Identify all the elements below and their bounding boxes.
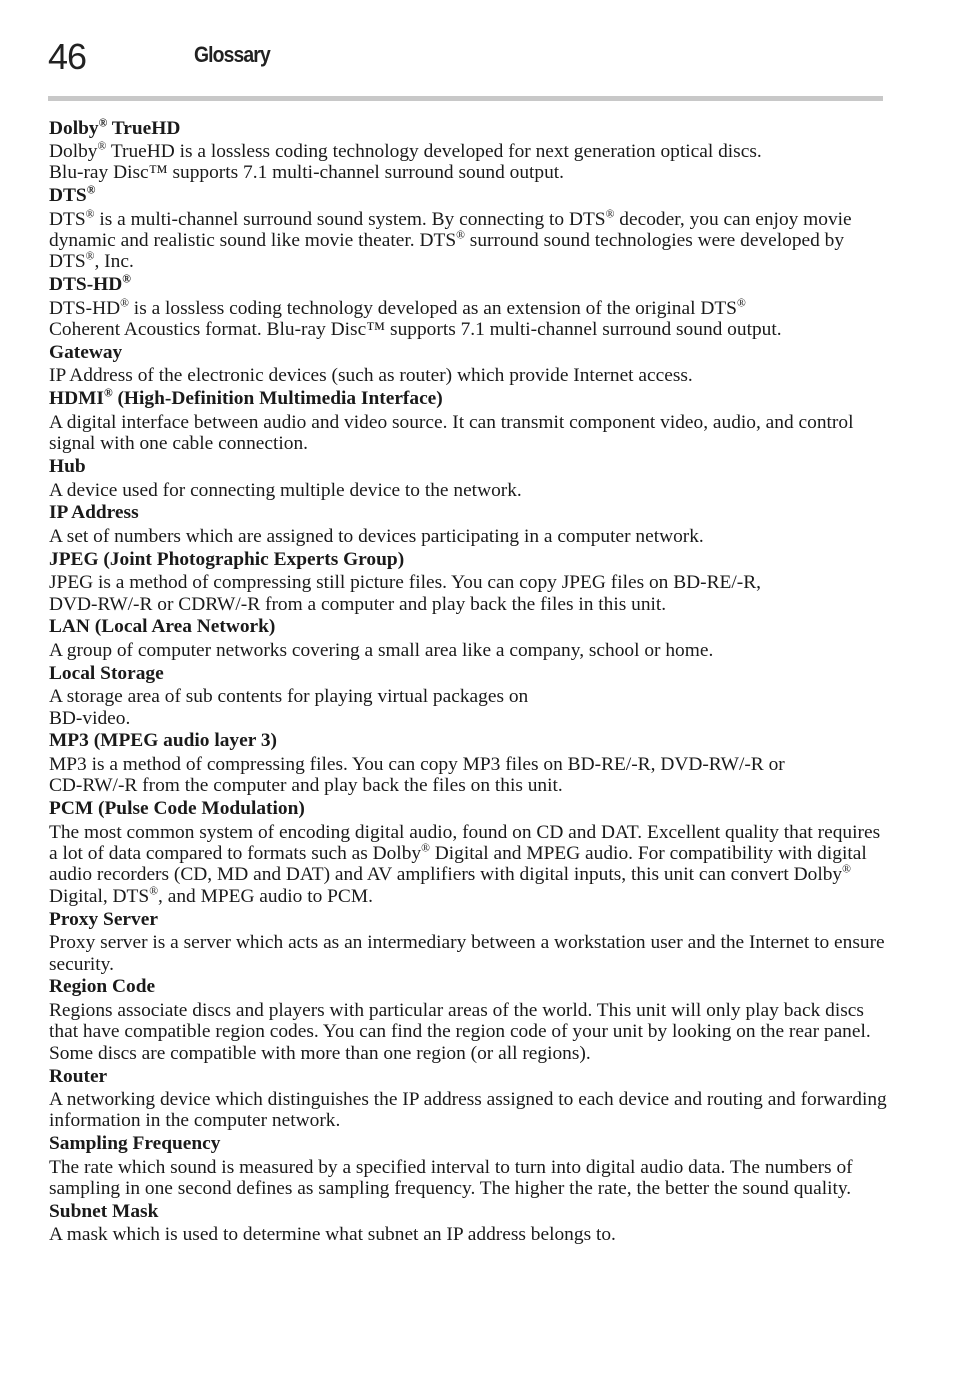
- glossary-definition: DTS-HD® is a lossless coding technology developed as an extension of the original DTS® Coherent Acoustics format. Blu-ray Disc™ supports 7.1 multi-channel surround sound output.: [49, 296, 782, 341]
- glossary-definition: IP Address of the electronic devices (such as router) which provide Internet access.: [49, 365, 693, 387]
- glossary-term: DTS®: [49, 183, 96, 207]
- glossary-definition: A mask which is used to determine what subnet an IP address belongs to.: [49, 1224, 616, 1246]
- glossary-entry: [49, 273, 889, 341]
- glossary-term: Subnet Mask: [49, 1201, 159, 1222]
- glossary-term: DTS-HD®: [49, 272, 131, 296]
- glossary-definition: JPEG is a method of compressing still picture files. You can copy JPEG files on BD-RE/-R, DVD-RW/-R or CDRW/-R from a computer and play back the files in this unit.: [49, 572, 762, 615]
- glossary-term: Local Storage: [49, 662, 164, 684]
- glossary-entry: [49, 455, 889, 501]
- glossary-definition: A set of numbers which are assigned to devices participating in a computer network.: [49, 525, 704, 547]
- glossary-term: IP Address: [49, 502, 139, 524]
- glossary-entry: [49, 341, 889, 387]
- glossary-term: Router: [49, 1065, 108, 1087]
- glossary-definition: A storage area of sub contents for playing virtual packages on BD-video.: [49, 686, 529, 729]
- glossary-term: LAN (Local Area Network): [49, 616, 276, 638]
- header-rule: [48, 96, 883, 101]
- section-title: Glossary: [194, 42, 270, 67]
- glossary-entry: [49, 116, 889, 184]
- glossary-entry: [49, 547, 889, 615]
- glossary-entry: [49, 1132, 889, 1200]
- glossary-entry: [49, 1064, 889, 1132]
- glossary-term: Sampling Frequency: [49, 1133, 221, 1155]
- glossary-definition: MP3 is a method of compressing files. You can copy MP3 files on BD-RE/-R, DVD-RW/-R or CD-RW/-R from the computer and play back the files on this unit.: [49, 753, 785, 797]
- glossary-entry: [49, 387, 889, 455]
- glossary-definition: A group of computer networks covering a small area like a company, school or home.: [49, 639, 714, 661]
- glossary-definition: The rate which sound is measured by a specified interval to turn into digital audio data. The numbers of sampling in one second defines as sampling frequency. The higher the rate, the better the sound quality.: [49, 1156, 853, 1200]
- glossary-entry: [49, 797, 889, 908]
- glossary-term: HDMI® (High-Definition Multimedia Interface): [49, 386, 443, 410]
- glossary-term: PCM (Pulse Code Modulation): [49, 798, 305, 820]
- glossary-term: Hub: [49, 456, 86, 478]
- glossary-list: [49, 116, 889, 1246]
- glossary-term: Region Code: [49, 976, 156, 998]
- glossary-term: JPEG (Joint Photographic Experts Group): [49, 548, 405, 570]
- glossary-term: Proxy Server: [49, 908, 158, 930]
- glossary-definition: A device used for connecting multiple device to the network.: [49, 479, 522, 501]
- glossary-definition: Dolby® TrueHD is a lossless coding technology developed for next generation optical discs. Blu-ray Disc™ supports 7.1 multi-channel surround sound output.: [49, 139, 762, 184]
- glossary-term: MP3 (MPEG audio layer 3): [49, 730, 277, 752]
- glossary-entry: [49, 729, 889, 797]
- glossary-entry: [49, 184, 889, 273]
- glossary-entry: [49, 907, 889, 975]
- glossary-definition: DTS® is a multi-channel surround sound system. By connecting to DTS® decoder, you can enjoy movie dynamic and realistic sound like movie theater. DTS® surround sound technologies were developed by DTS®, Inc.: [49, 207, 852, 273]
- glossary-entry: [49, 661, 889, 729]
- glossary-definition: The most common system of encoding digital audio, found on CD and DAT. Excellent quality that requires a lot of data compared to formats such as Dolby® Digital and MPEG audio. For compatibility with digital audio recorders (CD, MD and DAT) and AV amplifiers with digital inputs, this unit can convert Dolby® Digital, DTS®, and MPEG audio to PCM.: [49, 821, 881, 907]
- glossary-entry: [49, 1200, 889, 1246]
- glossary-definition: Proxy server is a server which acts as an intermediary between a workstation user and the Internet to ensure security.: [49, 932, 885, 975]
- glossary-definition: Regions associate discs and players with particular areas of the world. This unit will only play back discs that have compatible region codes. You can find the region code of your unit by looking on the rear panel. Some discs are compatible with more than one region (or all regions).: [49, 999, 871, 1064]
- glossary-entry: [49, 501, 889, 547]
- glossary-term: Gateway: [49, 342, 123, 364]
- glossary-entry: [49, 615, 889, 661]
- page-number: 46: [48, 36, 87, 77]
- glossary-definition: A networking device which distinguishes the IP address assigned to each device and routing and forwarding information in the computer network.: [49, 1088, 887, 1132]
- glossary-entry: [49, 975, 889, 1064]
- glossary-definition: A digital interface between audio and video source. It can transmit component video, audio, and control signal with one cable connection.: [49, 411, 854, 455]
- glossary-term: Dolby® TrueHD: [49, 115, 181, 139]
